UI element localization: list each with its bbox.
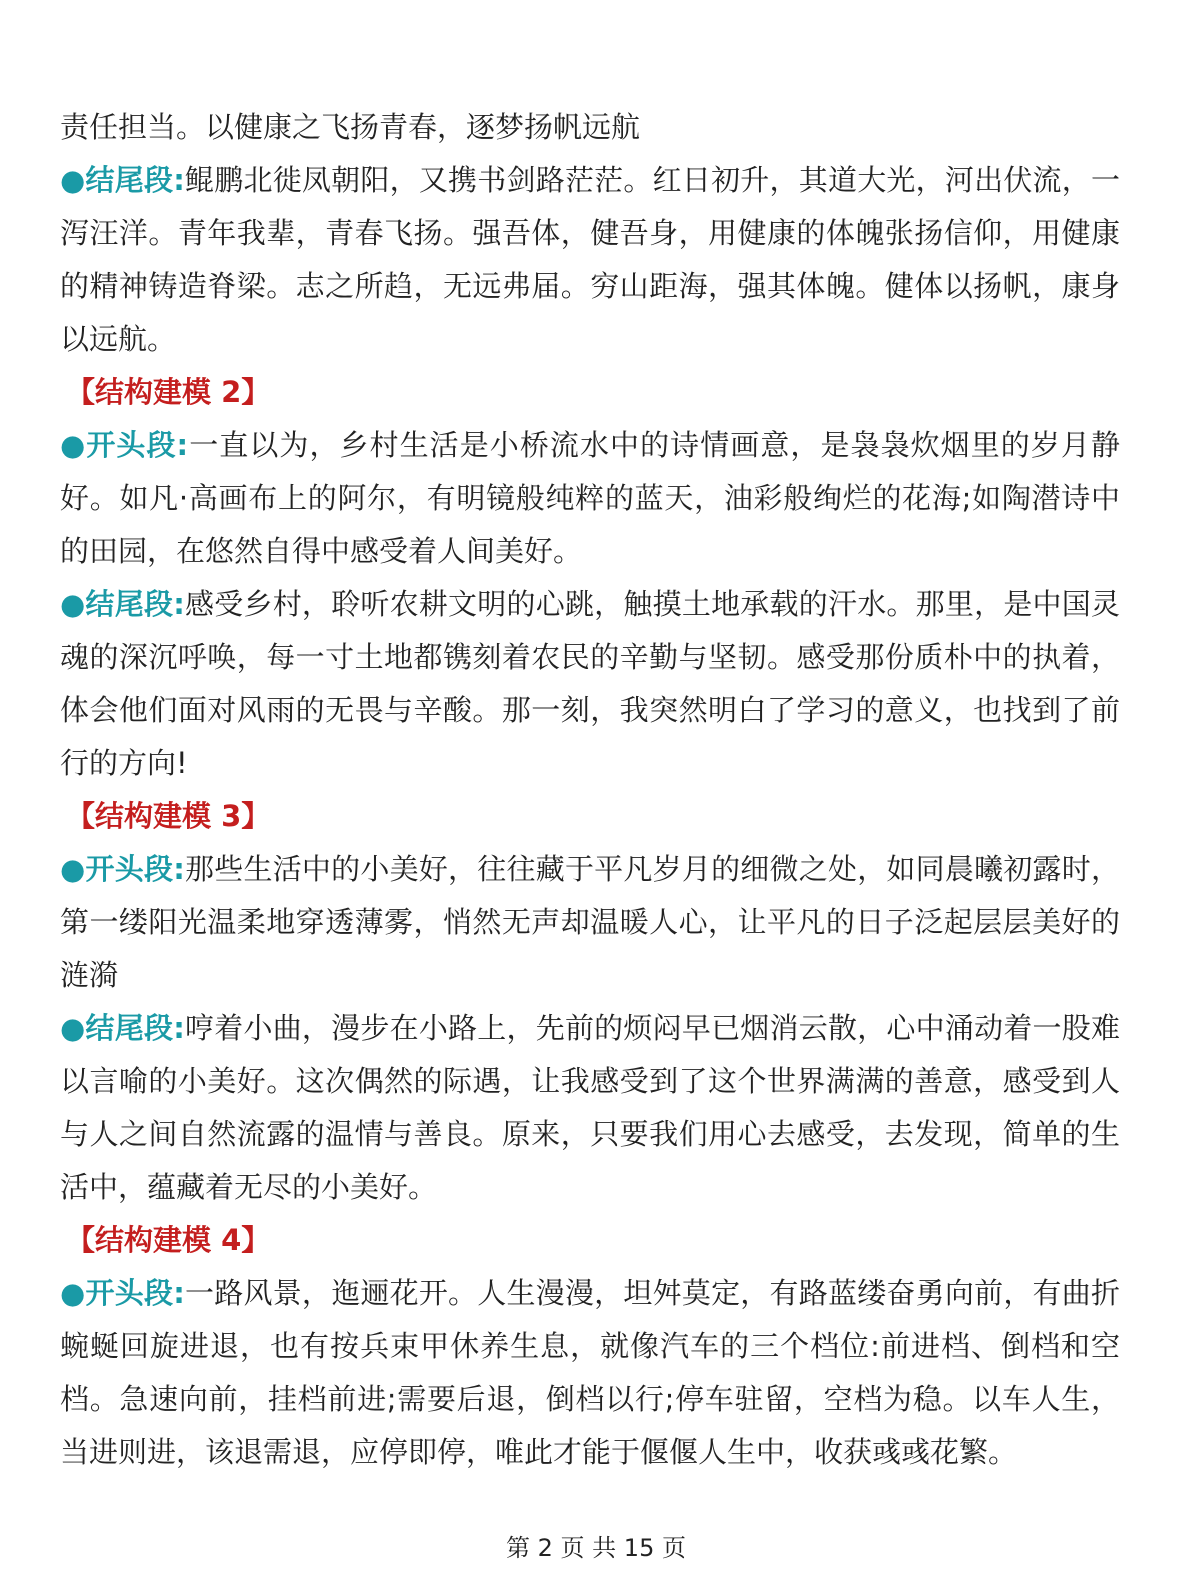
- paragraph-tag: ●开头段:: [60, 1276, 185, 1310]
- paragraph-text: 那些生活中的小美好，往往藏于平凡岁月的细微之处，如同晨曦初露时，第一缕阳光温柔地穿透薄雾，悄然无声却温暖人心，让平凡的日子泛起层层美好的涟漪: [60, 852, 1120, 992]
- paragraph-ending-3: [60, 1002, 1120, 1214]
- paragraph-text: 责任担当。以健康之飞扬青春，逐梦扬帆远航: [60, 110, 641, 144]
- paragraph-tag: ●开头段:: [60, 428, 189, 462]
- paragraph-text: 一直以为，乡村生活是小桥流水中的诗情画意，是袅袅炊烟里的岁月静好。如凡·高画布上的阿尔，有明镜般纯粹的蓝天，油彩般绚烂的花海;如陶潜诗中的田园，在悠然自得中感受着人间美好。: [60, 428, 1120, 568]
- paragraph-tag: ●开头段:: [60, 852, 185, 886]
- paragraph-ending-1: [60, 154, 1120, 366]
- paragraph-continuation: [60, 101, 1120, 154]
- paragraph-text: 感受乡村，聆听农耕文明的心跳，触摸土地承载的汗水。那里，是中国灵魂的深沉呼唤，每一寸土地都镌刻着农民的辛勤与坚韧。感受那份质朴中的执着，体会他们面对风雨的无畏与辛酸。那一刻，我突然明白了学习的意义，也找到了前行的方向!: [60, 587, 1120, 780]
- page-number-footer: 第 2 页 共 15 页: [506, 1534, 686, 1562]
- paragraph-opening-4: [60, 1267, 1120, 1479]
- paragraph-opening-2: [60, 419, 1120, 578]
- paragraph-ending-2: [60, 578, 1120, 790]
- section-heading-model-3: 【结构建模 3】: [66, 799, 271, 833]
- paragraph-text: 哼着小曲，漫步在小路上，先前的烦闷早已烟消云散，心中涌动着一股难以言喻的小美好。这次偶然的际遇，让我感受到了这个世界满满的善意，感受到人与人之间自然流露的温情与善良。原来，只要我们用心去感受，去发现，简单的生活中，蕴藏着无尽的小美好。: [60, 1011, 1120, 1204]
- document-body: [60, 101, 1120, 1479]
- paragraph-tag: ●结尾段:: [60, 163, 185, 197]
- paragraph-tag: ●结尾段:: [60, 587, 185, 621]
- section-heading-model-2: 【结构建模 2】: [66, 375, 271, 409]
- paragraph-opening-3: [60, 843, 1120, 1002]
- paragraph-text: 一路风景，迤逦花开。人生漫漫，坦舛莫定，有路蓝缕奋勇向前，有曲折蜿蜒回旋进退，也有按兵束甲休养生息，就像汽车的三个档位:前进档、倒档和空档。急速向前，挂档前进;需要后退，倒档以行;停车驻留，空档为稳。以车人生，当进则进，该退需退，应停即停，唯此才能于偃偃人生中，收获彧彧花繁。: [60, 1276, 1120, 1469]
- paragraph-tag: ●结尾段:: [60, 1011, 185, 1045]
- paragraph-text: 鲲鹏北徙凤朝阳，又携书剑路茫茫。红日初升，其道大光，河出伏流，一泻汪洋。青年我辈，青春飞扬。强吾体，健吾身，用健康的体魄张扬信仰，用健康的精神铸造脊梁。志之所趋，无远弗届。穷山距海，强其体魄。健体以扬帆，康身以远航。: [60, 163, 1120, 356]
- section-heading-model-4: 【结构建模 4】: [66, 1223, 271, 1257]
